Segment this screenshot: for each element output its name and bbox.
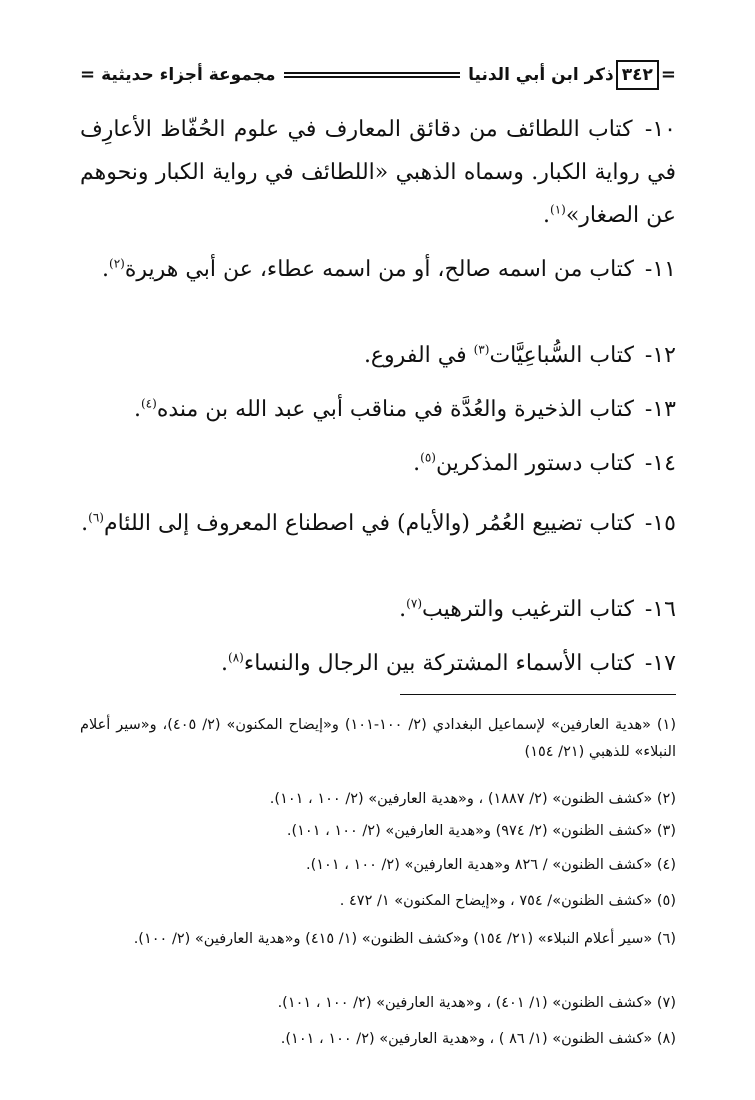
entry-end: . <box>413 451 421 476</box>
series-title: مجموعة أجزاء حديثية <box>101 65 276 85</box>
entry-number: ١١- <box>644 257 676 282</box>
footnote-3: (٣) «كشف الظنون» (٢/ ٩٧٤) و«هدية العارفين» (٢/ ١٠٠ ، ١٠١). <box>286 823 676 839</box>
footnote-ref[interactable]: (٢) <box>109 256 125 271</box>
header-right-dash: = <box>660 64 676 85</box>
entry-end: . <box>543 203 550 228</box>
footnote-5: (٥) «كشف الظنون»/ ٧٥٤ ، و«إيضاح المكنون» ١/ ٤٧٢ . <box>339 893 676 909</box>
entry-text: كتاب من اسمه صالح، أو من اسمه عطاء، عن أبي هريرة <box>124 257 634 282</box>
entry-text: كتاب الذخيرة والعُدَّة في مناقب أبي عبد الله بن منده <box>156 397 634 422</box>
entry-number: ١٤- <box>644 451 676 476</box>
entry-text: كتاب اللطائف من دقائق المعارف في علوم الحُفّاظ الأعارِف في رواية الكبار. وسماه الذهبي «اللطائف في رواية الكبار ونحوهم عن الصغار» <box>80 117 676 228</box>
entry-text: كتاب دستور المذكرين <box>435 451 634 476</box>
entry-end: . <box>81 511 89 536</box>
header-rule <box>284 72 461 78</box>
entry-number: ١٧- <box>644 651 676 676</box>
entry-text: كتاب الأسماء المشتركة بين الرجال والنساء <box>243 651 634 676</box>
entry-10 <box>80 108 676 237</box>
entry-12 <box>80 334 676 377</box>
footnote-ref[interactable]: (٤) <box>140 396 157 411</box>
entry-15 <box>80 502 676 545</box>
entry-end: . <box>102 257 110 282</box>
entry-17 <box>80 642 676 685</box>
entry-number: ١٦- <box>644 597 676 622</box>
entry-text: كتاب السُّباعِيَّات <box>489 343 634 368</box>
running-header <box>80 58 676 92</box>
footnote-7: (٧) «كشف الظنون» (١/ ٤٠١) ، و«هدية العارفين» (٢/ ١٠٠ ، ١٠١). <box>277 995 676 1011</box>
footnote-6: (٦) «سير أعلام النبلاء» (٢١/ ١٥٤) و«كشف الظنون» (١/ ٤١٥) و«هدية العارفين» (٢/ ١٠٠). <box>133 931 676 947</box>
entry-number: ١٢- <box>644 343 676 368</box>
footnote-ref[interactable]: (١) <box>550 202 566 217</box>
entry-text: كتاب الترغيب والترهيب <box>422 597 634 622</box>
footnote-ref[interactable]: (٧) <box>406 596 422 611</box>
entry-13 <box>80 388 676 431</box>
entry-end: . <box>399 597 407 622</box>
entry-end: . <box>221 651 229 676</box>
entry-end: في الفروع. <box>363 343 474 368</box>
footnote-8: (٨) «كشف الظنون» (١/ ٨٦ ) ، و«هدية العارفين» (٢/ ١٠٠ ، ١٠١). <box>280 1031 676 1047</box>
entry-end: . <box>133 397 141 422</box>
entry-number: ١٥- <box>644 511 676 536</box>
entry-16 <box>80 588 676 631</box>
footnote-2: (٢) «كشف الظنون» (٢/ ١٨٨٧) ، و«هدية العارفين» (٢/ ١٠٠ ، ١٠١). <box>269 791 676 807</box>
entry-11 <box>80 248 676 291</box>
entry-number: ١٠- <box>644 117 676 142</box>
footnote-4: (٤) «كشف الظنون» / ٨٢٦ و«هدية العارفين» (٢/ ١٠٠ ، ١٠١). <box>305 857 676 873</box>
footnote-ref[interactable]: (٣) <box>473 342 490 357</box>
entry-text: كتاب تضييع العُمُر (والأيام) في اصطناع المعروف إلى اللئام <box>103 511 634 536</box>
entry-number: ١٣- <box>644 397 676 422</box>
footnote-separator <box>400 694 676 695</box>
footnote-1: (١) «هدية العارفين» لإسماعيل البغدادي (٢/ ١٠٠-١٠١) و«إيضاح المكنون» (٢/ ٤٠٥)، و«سير أعلام النبلاء» للذهبي (٢١/ ١٥٤) <box>80 717 677 760</box>
book-title: ذكر ابن أبي الدنيا <box>468 65 614 85</box>
footnote-ref[interactable]: (٨) <box>228 650 244 665</box>
entry-14 <box>80 442 676 485</box>
page-number: ٣٤٢ <box>616 60 659 90</box>
footnote-ref[interactable]: (٥) <box>420 450 436 465</box>
footnote-ref[interactable]: (٦) <box>88 510 104 525</box>
header-left-dash: = <box>80 64 96 85</box>
